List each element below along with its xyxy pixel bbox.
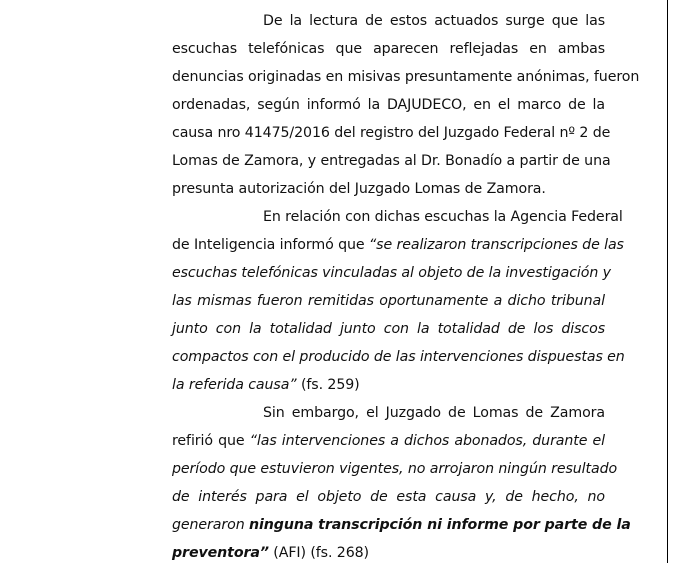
text-segment: De la lectura de estos actuados surge que las: [263, 13, 605, 29]
text-segment: refirió que: [172, 433, 250, 449]
text-line: [172, 455, 618, 483]
text-segment: (fs. 259): [296, 377, 360, 393]
text-line: [172, 399, 605, 427]
quote-segment: “las intervenciones a dichos abonados, durante el: [249, 433, 605, 449]
text-line: [172, 427, 605, 455]
text-line: [172, 231, 624, 259]
text-line: [172, 511, 631, 539]
bold-quote-segment: preventora”: [172, 545, 269, 561]
paragraph: [172, 7, 640, 203]
page-edge-rule: [667, 0, 668, 563]
text-line: [172, 315, 605, 343]
quote-segment: compactos con el producido de las intervenciones dispuestas en: [172, 349, 625, 365]
text-segment: presunta autorización del Juzgado Lomas de Zamora.: [172, 181, 546, 197]
text-line: [172, 483, 605, 511]
bold-quote-segment: ninguna transcripción ni informe por parte de la: [249, 517, 631, 533]
quote-segment: las mismas fueron remitidas oportunamente a dicho tribunal: [172, 293, 605, 309]
text-line: [172, 203, 623, 231]
text-line: [172, 147, 611, 175]
paragraph: [172, 399, 631, 567]
text-segment: En relación con dichas escuchas la Agencia Federal: [263, 209, 623, 225]
text-segment: (AFI) (fs. 268): [268, 545, 369, 561]
quote-segment: período que estuvieron vigentes, no arrojaron ningún resultado: [172, 461, 618, 477]
text-segment: Sin embargo, el Juzgado de Lomas de Zamora: [263, 405, 605, 421]
quote-segment: escuchas telefónicas vinculadas al objeto de la investigación y: [172, 265, 611, 281]
text-segment: causa nro 41475/2016 del registro del Juzgado Federal nº 2 de: [172, 125, 611, 141]
text-segment: de Inteligencia informó que: [172, 237, 369, 253]
quote-segment: junto con la totalidad junto con la totalidad de los discos: [172, 321, 605, 337]
text-line: [172, 371, 605, 399]
text-line: [172, 287, 605, 315]
text-line: [172, 35, 605, 63]
text-segment: Lomas de Zamora, y entregadas al Dr. Bonadío a partir de una: [172, 153, 611, 169]
text-line: [172, 91, 605, 119]
text-line: [172, 119, 611, 147]
text-line: [172, 343, 625, 371]
quote-segment: generaron: [172, 517, 249, 533]
text-segment: ordenadas, según informó la DAJUDECO, en el marco de la: [172, 97, 605, 113]
text-line: [172, 7, 605, 35]
quote-segment: la referida causa”: [172, 377, 297, 393]
text-line: [172, 259, 611, 287]
text-segment: denuncias originadas en misivas presuntamente anónimas, fueron: [172, 69, 640, 85]
quote-segment: de interés para el objeto de esta causa y, de hecho, no: [172, 489, 605, 505]
text-line: [172, 63, 640, 91]
quote-segment: “se realizaron transcripciones de las: [368, 237, 624, 253]
text-segment: escuchas telefónicas que aparecen reflejadas en ambas: [172, 41, 605, 57]
document-body: [172, 7, 640, 567]
text-line: [172, 175, 605, 203]
paragraph: [172, 203, 625, 399]
